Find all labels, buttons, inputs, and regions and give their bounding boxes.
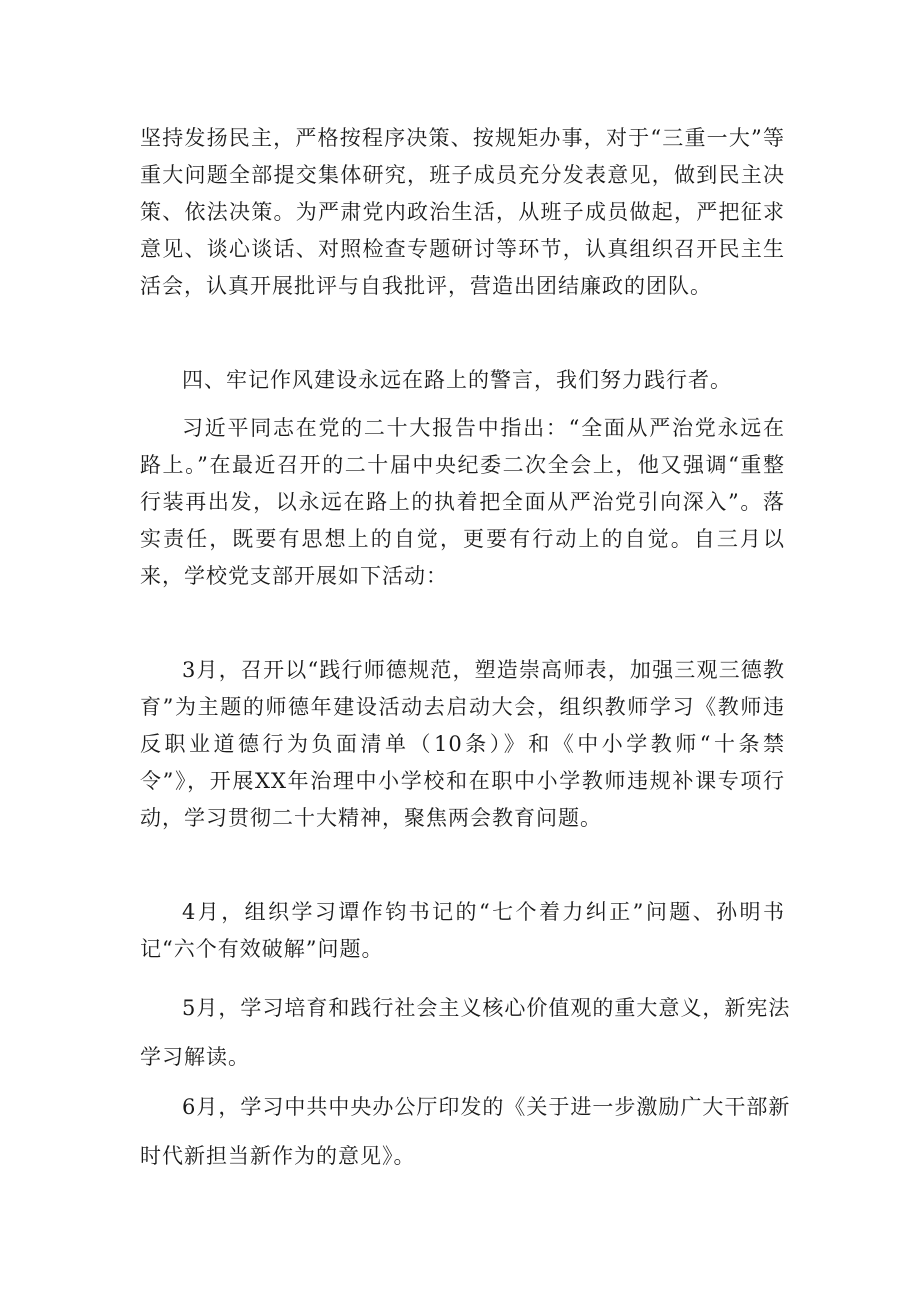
paragraph-april-activities: 4月，组织学习谭作钧书记的“七个着力纠正”问题、孙明书记“六个有效破解”问题。 bbox=[140, 900, 785, 961]
june-line-2: 时代新担当新作为的意见》。 bbox=[140, 1144, 416, 1168]
paragraph-june-activities bbox=[140, 1089, 791, 1175]
paragraph-march-activities: 3月，召开以“践行师德规范，塑造崇高师表，加强三观三德教育”为主题的师德年建设活动去启动大会，组织教师学习《教师违反职业道德行为负面清单（10条）》和《中小学教师“十条禁令”》，开展XX年治理中小学校和在职中小学教师违规补课专项行动，学习贯彻二十大精神，聚焦两会教育问题。 bbox=[140, 658, 785, 830]
paragraph-may-activities bbox=[140, 990, 791, 1076]
section-heading-four: 四、牢记作风建设永远在路上的警言，我们努力践行者。 bbox=[182, 368, 732, 392]
may-line-2: 学习解读。 bbox=[140, 1045, 250, 1069]
may-line-1: 5月，学习培育和践行社会主义核心价值观的重大意义，新宪法 bbox=[182, 996, 791, 1020]
paragraph-xi-report-quote: 习近平同志在党的二十大报告中指出：“全面从严治党永远在路上。”在最近召开的二十届中央纪委二次全会上，他又强调“重整行装再出发，以永远在路上的执着把全面从严治党引向深入”。落实责任，既要有思想上的自觉，更要有行动上的自觉。自三月以来，学校党支部开展如下活动： bbox=[140, 416, 785, 588]
june-line-1: 6月，学习中共中央办公厅印发的《关于进一步激励广大干部新 bbox=[182, 1095, 791, 1119]
paragraph-democratic-decision: 坚持发扬民主，严格按程序决策、按规矩办事，对于“三重一大”等重大问题全部提交集体研究，班子成员充分发表意见，做到民主决策、依法决策。为严肃党内政治生活，从班子成员做起，严把征求意见、谈心谈话、对照检查专题研讨等环节，认真组织召开民主生活会，认真开展批评与自我批评，营造出团结廉政的团队。 bbox=[140, 126, 785, 298]
